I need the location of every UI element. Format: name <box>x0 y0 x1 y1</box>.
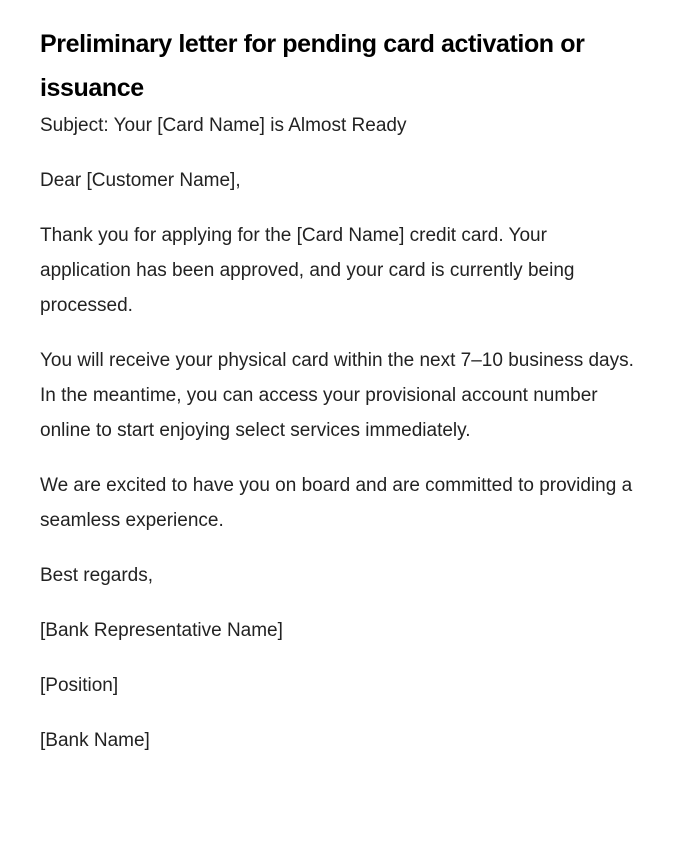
subject-line: Subject: Your [Card Name] is Almost Ready <box>40 115 407 136</box>
signature-position: [Position] <box>40 675 119 696</box>
signature-bank: [Bank Name] <box>40 730 150 751</box>
greeting: Dear [Customer Name], <box>40 170 241 191</box>
signature-name: [Bank Representative Name] <box>40 620 283 641</box>
body-paragraph: You will receive your physical card within the next 7–10 business days. In the meantime, you can access your provisional account number online to start enjoying select services immediately. <box>40 350 634 441</box>
body-paragraph: Thank you for applying for the [Card Name] credit card. Your application has been approved, and your card is currently being processed. <box>40 225 575 316</box>
document-title: Preliminary letter for pending card activation or issuance <box>40 30 585 102</box>
closing: Best regards, <box>40 565 153 586</box>
body-paragraph: We are excited to have you on board and are committed to providing a seamless experience. <box>40 475 633 531</box>
letter-document <box>40 22 640 758</box>
